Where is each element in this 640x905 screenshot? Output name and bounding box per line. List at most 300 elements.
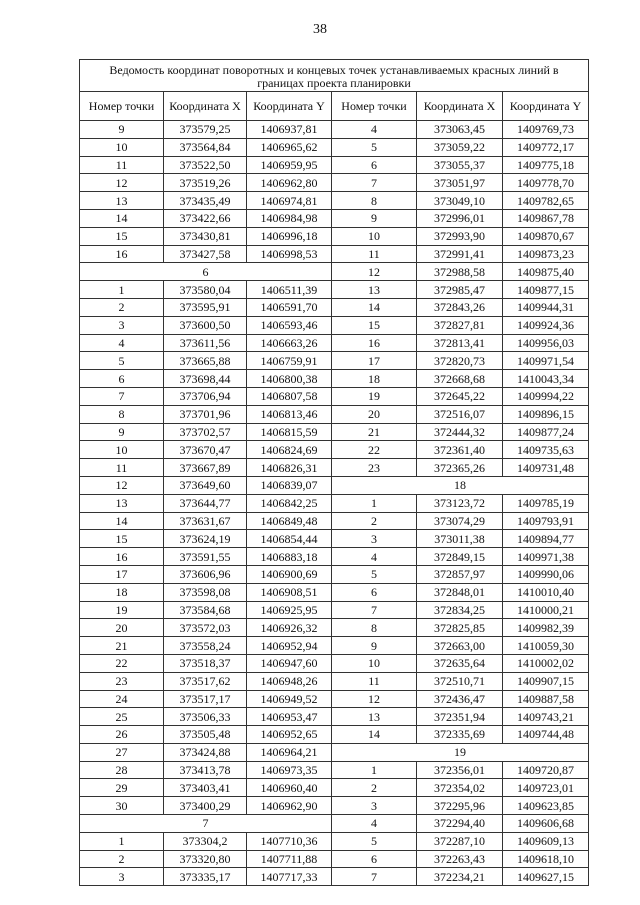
point-number-cell: 5 — [80, 352, 164, 370]
point-number-cell: 7 — [332, 868, 417, 886]
coord-y-cell: 1409887,58 — [503, 690, 589, 708]
coord-x-cell: 373591,55 — [164, 548, 247, 566]
coord-x-cell: 373701,96 — [164, 405, 247, 423]
point-number-cell: 24 — [80, 690, 164, 708]
group-label-cell: 18 — [332, 476, 589, 494]
table-row — [80, 192, 589, 210]
table-row — [80, 245, 589, 263]
point-number-cell: 9 — [332, 209, 417, 227]
point-number-cell: 20 — [332, 405, 417, 423]
coord-x-cell: 373706,94 — [164, 387, 247, 405]
coord-x-cell: 373611,56 — [164, 334, 247, 352]
table-row — [80, 530, 589, 548]
point-number-cell: 5 — [332, 138, 417, 156]
coord-y-cell: 1409627,15 — [503, 868, 589, 886]
point-number-cell: 4 — [332, 815, 417, 833]
coord-y-cell: 1409877,15 — [503, 281, 589, 299]
point-number-cell: 11 — [80, 156, 164, 174]
coord-x-cell: 373517,62 — [164, 672, 247, 690]
coord-x-cell: 373670,47 — [164, 441, 247, 459]
coord-x-cell: 373518,37 — [164, 654, 247, 672]
coord-x-cell: 373505,48 — [164, 726, 247, 744]
coord-x-cell: 372668,68 — [417, 370, 503, 388]
coord-x-cell: 373644,77 — [164, 494, 247, 512]
point-number-cell: 1 — [80, 832, 164, 850]
coord-x-cell: 372436,47 — [417, 690, 503, 708]
coord-x-cell: 372993,90 — [417, 227, 503, 245]
coord-y-cell: 1410000,21 — [503, 601, 589, 619]
table-row — [80, 548, 589, 566]
table-row — [80, 601, 589, 619]
point-number-cell: 11 — [332, 245, 417, 263]
coord-x-cell: 372849,15 — [417, 548, 503, 566]
coord-y-cell: 1406960,40 — [247, 779, 332, 797]
point-number-cell: 23 — [80, 672, 164, 690]
table-row — [80, 209, 589, 227]
coord-y-cell: 1406839,07 — [247, 476, 332, 494]
coordinates-table — [79, 59, 589, 886]
coord-y-cell: 1407710,36 — [247, 832, 332, 850]
coord-y-cell: 1406854,44 — [247, 530, 332, 548]
coord-x-cell: 372287,10 — [417, 832, 503, 850]
coord-x-cell: 373579,25 — [164, 121, 247, 139]
point-number-cell: 13 — [80, 192, 164, 210]
point-number-cell: 7 — [332, 174, 417, 192]
coord-y-cell: 1406815,59 — [247, 423, 332, 441]
coord-x-cell: 373049,10 — [417, 192, 503, 210]
coord-y-cell: 1406900,69 — [247, 565, 332, 583]
point-number-cell: 29 — [80, 779, 164, 797]
coord-x-cell: 372510,71 — [417, 672, 503, 690]
point-number-cell: 13 — [80, 494, 164, 512]
coord-y-cell: 1409606,68 — [503, 815, 589, 833]
table-row — [80, 512, 589, 530]
coord-y-cell: 1406953,47 — [247, 708, 332, 726]
coord-x-cell: 373424,88 — [164, 743, 247, 761]
point-number-cell: 8 — [80, 405, 164, 423]
table-row — [80, 316, 589, 334]
header-coord-y: Координата Y — [503, 92, 589, 121]
group-label-cell: 7 — [80, 815, 332, 833]
point-number-cell: 2 — [332, 512, 417, 530]
point-number-cell: 11 — [332, 672, 417, 690]
coord-x-cell: 373522,50 — [164, 156, 247, 174]
coord-x-cell: 373051,97 — [417, 174, 503, 192]
table-row — [80, 156, 589, 174]
coord-y-cell: 1409873,23 — [503, 245, 589, 263]
coord-y-cell: 1406948,26 — [247, 672, 332, 690]
coord-y-cell: 1406964,21 — [247, 743, 332, 761]
coord-y-cell: 1406807,58 — [247, 387, 332, 405]
point-number-cell: 10 — [80, 441, 164, 459]
coord-y-cell: 1406937,81 — [247, 121, 332, 139]
point-number-cell: 19 — [332, 387, 417, 405]
coord-x-cell: 373600,50 — [164, 316, 247, 334]
coord-x-cell: 372857,97 — [417, 565, 503, 583]
coord-x-cell: 373698,44 — [164, 370, 247, 388]
point-number-cell: 14 — [332, 298, 417, 316]
coord-x-cell: 373584,68 — [164, 601, 247, 619]
point-number-cell: 16 — [332, 334, 417, 352]
coord-y-cell: 1410002,02 — [503, 654, 589, 672]
coord-y-cell: 1407717,33 — [247, 868, 332, 886]
coord-x-cell: 373430,81 — [164, 227, 247, 245]
point-number-cell: 28 — [80, 761, 164, 779]
coord-x-cell: 372234,21 — [417, 868, 503, 886]
point-number-cell: 22 — [80, 654, 164, 672]
table-row — [80, 405, 589, 423]
coord-x-cell: 373059,22 — [417, 138, 503, 156]
coord-y-cell: 1406593,46 — [247, 316, 332, 334]
coord-x-cell: 372516,07 — [417, 405, 503, 423]
table-row — [80, 637, 589, 655]
table-row — [80, 352, 589, 370]
coord-x-cell: 373665,88 — [164, 352, 247, 370]
header-point-number: Номер точки — [80, 92, 164, 121]
coord-x-cell: 372361,40 — [417, 441, 503, 459]
point-number-cell: 6 — [332, 583, 417, 601]
coord-y-cell: 1406949,52 — [247, 690, 332, 708]
point-number-cell: 9 — [80, 121, 164, 139]
coord-y-cell: 1409769,73 — [503, 121, 589, 139]
coord-x-cell: 372825,85 — [417, 619, 503, 637]
coord-y-cell: 1409731,48 — [503, 459, 589, 477]
coord-x-cell: 372820,73 — [417, 352, 503, 370]
coord-x-cell: 373667,89 — [164, 459, 247, 477]
coord-y-cell: 1409867,78 — [503, 209, 589, 227]
point-number-cell: 15 — [332, 316, 417, 334]
point-number-cell: 3 — [332, 797, 417, 815]
coord-y-cell: 1409896,15 — [503, 405, 589, 423]
coord-y-cell: 1406925,95 — [247, 601, 332, 619]
point-number-cell: 14 — [332, 726, 417, 744]
coord-y-cell: 1406663,26 — [247, 334, 332, 352]
coord-y-cell: 1409982,39 — [503, 619, 589, 637]
header-coord-x: Координата X — [164, 92, 247, 121]
point-number-cell: 18 — [80, 583, 164, 601]
coord-x-cell: 373320,80 — [164, 850, 247, 868]
coord-y-cell: 1406800,38 — [247, 370, 332, 388]
coord-x-cell: 372988,58 — [417, 263, 503, 281]
table-row — [80, 494, 589, 512]
header-coord-x: Координата X — [417, 92, 503, 121]
coord-y-cell: 1409618,10 — [503, 850, 589, 868]
coord-y-cell: 1406996,18 — [247, 227, 332, 245]
header-coord-y: Координата Y — [247, 92, 332, 121]
coord-x-cell: 373055,37 — [417, 156, 503, 174]
point-number-cell: 23 — [332, 459, 417, 477]
table-row — [80, 459, 589, 477]
coord-x-cell: 372813,41 — [417, 334, 503, 352]
coord-y-cell: 1406952,65 — [247, 726, 332, 744]
point-number-cell: 3 — [332, 530, 417, 548]
table-row — [80, 227, 589, 245]
coord-y-cell: 1409956,03 — [503, 334, 589, 352]
coord-x-cell: 373702,57 — [164, 423, 247, 441]
table-row — [80, 583, 589, 601]
coord-x-cell: 373517,17 — [164, 690, 247, 708]
point-number-cell: 9 — [80, 423, 164, 441]
table-row — [80, 672, 589, 690]
coord-y-cell: 1406824,69 — [247, 441, 332, 459]
coord-y-cell: 1406926,32 — [247, 619, 332, 637]
coord-x-cell: 373519,26 — [164, 174, 247, 192]
point-number-cell: 1 — [80, 281, 164, 299]
coord-y-cell: 1409775,18 — [503, 156, 589, 174]
coord-x-cell: 373564,84 — [164, 138, 247, 156]
coord-y-cell: 1409944,31 — [503, 298, 589, 316]
point-number-cell: 10 — [80, 138, 164, 156]
table-row — [80, 815, 589, 833]
point-number-cell: 2 — [80, 850, 164, 868]
table-row — [80, 441, 589, 459]
coord-y-cell: 1409720,87 — [503, 761, 589, 779]
coord-y-cell: 1409994,22 — [503, 387, 589, 405]
point-number-cell: 16 — [80, 548, 164, 566]
coord-x-cell: 372827,81 — [417, 316, 503, 334]
point-number-cell: 3 — [80, 868, 164, 886]
coord-y-cell: 1406759,91 — [247, 352, 332, 370]
coord-y-cell: 1409778,70 — [503, 174, 589, 192]
coord-x-cell: 373631,67 — [164, 512, 247, 530]
point-number-cell: 13 — [332, 708, 417, 726]
coord-y-cell: 1406591,70 — [247, 298, 332, 316]
coord-y-cell: 1406952,94 — [247, 637, 332, 655]
coord-x-cell: 372444,32 — [417, 423, 503, 441]
table-row — [80, 868, 589, 886]
coord-x-cell: 373011,38 — [417, 530, 503, 548]
point-number-cell: 7 — [332, 601, 417, 619]
point-number-cell: 2 — [80, 298, 164, 316]
table-row — [80, 726, 589, 744]
coord-x-cell: 372365,26 — [417, 459, 503, 477]
coord-x-cell: 373598,08 — [164, 583, 247, 601]
table-row — [80, 387, 589, 405]
point-number-cell: 8 — [332, 192, 417, 210]
coord-x-cell: 373595,91 — [164, 298, 247, 316]
coord-x-cell: 373649,60 — [164, 476, 247, 494]
point-number-cell: 16 — [80, 245, 164, 263]
coord-y-cell: 1406962,80 — [247, 174, 332, 192]
coord-x-cell: 372991,41 — [417, 245, 503, 263]
coord-x-cell: 372354,02 — [417, 779, 503, 797]
coord-y-cell: 1409877,24 — [503, 423, 589, 441]
coord-x-cell: 372356,01 — [417, 761, 503, 779]
coord-y-cell: 1409793,91 — [503, 512, 589, 530]
point-number-cell: 30 — [80, 797, 164, 815]
point-number-cell: 22 — [332, 441, 417, 459]
coord-x-cell: 373413,78 — [164, 761, 247, 779]
table-row — [80, 138, 589, 156]
coord-x-cell: 372351,94 — [417, 708, 503, 726]
coord-x-cell: 373063,45 — [417, 121, 503, 139]
coord-x-cell: 373580,04 — [164, 281, 247, 299]
point-number-cell: 11 — [80, 459, 164, 477]
coord-y-cell: 1409772,17 — [503, 138, 589, 156]
point-number-cell: 12 — [332, 263, 417, 281]
coord-y-cell: 1406998,53 — [247, 245, 332, 263]
coord-x-cell: 373427,58 — [164, 245, 247, 263]
point-number-cell: 12 — [80, 476, 164, 494]
point-number-cell: 27 — [80, 743, 164, 761]
point-number-cell: 17 — [80, 565, 164, 583]
point-number-cell: 6 — [332, 850, 417, 868]
coord-x-cell: 372263,43 — [417, 850, 503, 868]
point-number-cell: 14 — [80, 209, 164, 227]
point-number-cell: 20 — [80, 619, 164, 637]
coord-y-cell: 1406883,18 — [247, 548, 332, 566]
table-row — [80, 281, 589, 299]
table-row — [80, 298, 589, 316]
table-row — [80, 850, 589, 868]
point-number-cell: 26 — [80, 726, 164, 744]
coord-x-cell: 373123,72 — [417, 494, 503, 512]
coord-x-cell: 373606,96 — [164, 565, 247, 583]
point-number-cell: 4 — [332, 548, 417, 566]
coord-y-cell: 1406908,51 — [247, 583, 332, 601]
coord-x-cell: 373558,24 — [164, 637, 247, 655]
point-number-cell: 6 — [80, 370, 164, 388]
point-number-cell: 12 — [80, 174, 164, 192]
point-number-cell: 4 — [332, 121, 417, 139]
table-row — [80, 761, 589, 779]
coord-x-cell: 373074,29 — [417, 512, 503, 530]
coord-y-cell: 1406511,39 — [247, 281, 332, 299]
coord-x-cell: 373435,49 — [164, 192, 247, 210]
coord-y-cell: 1406849,48 — [247, 512, 332, 530]
coord-y-cell: 1406813,46 — [247, 405, 332, 423]
point-number-cell: 2 — [332, 779, 417, 797]
point-number-cell: 13 — [332, 281, 417, 299]
coord-y-cell: 1409623,85 — [503, 797, 589, 815]
coord-y-cell: 1409735,63 — [503, 441, 589, 459]
table-row — [80, 565, 589, 583]
table-row — [80, 743, 589, 761]
coord-y-cell: 1409924,36 — [503, 316, 589, 334]
table-row — [80, 619, 589, 637]
coord-y-cell: 1409870,67 — [503, 227, 589, 245]
coord-y-cell: 1409907,15 — [503, 672, 589, 690]
point-number-cell: 21 — [80, 637, 164, 655]
coord-x-cell: 373506,33 — [164, 708, 247, 726]
coord-y-cell: 1409723,01 — [503, 779, 589, 797]
point-number-cell: 1 — [332, 761, 417, 779]
point-number-cell: 3 — [80, 316, 164, 334]
coord-x-cell: 372335,69 — [417, 726, 503, 744]
coord-y-cell: 1409990,06 — [503, 565, 589, 583]
coord-y-cell: 1406842,25 — [247, 494, 332, 512]
table-row — [80, 832, 589, 850]
point-number-cell: 19 — [80, 601, 164, 619]
header-point-number: Номер точки — [332, 92, 417, 121]
point-number-cell: 10 — [332, 227, 417, 245]
coord-x-cell: 372834,25 — [417, 601, 503, 619]
point-number-cell: 10 — [332, 654, 417, 672]
point-number-cell: 14 — [80, 512, 164, 530]
coord-x-cell: 372635,64 — [417, 654, 503, 672]
coord-y-cell: 1409875,40 — [503, 263, 589, 281]
point-number-cell: 4 — [80, 334, 164, 352]
coord-x-cell: 372645,22 — [417, 387, 503, 405]
point-number-cell: 21 — [332, 423, 417, 441]
coord-y-cell: 1407711,88 — [247, 850, 332, 868]
coord-y-cell: 1409971,38 — [503, 548, 589, 566]
coord-y-cell: 1410010,40 — [503, 583, 589, 601]
table-row — [80, 174, 589, 192]
coord-y-cell: 1409785,19 — [503, 494, 589, 512]
coord-x-cell: 373422,66 — [164, 209, 247, 227]
coord-y-cell: 1406973,35 — [247, 761, 332, 779]
coord-y-cell: 1406826,31 — [247, 459, 332, 477]
table-row — [80, 121, 589, 139]
table-row — [80, 263, 589, 281]
coord-y-cell: 1406965,62 — [247, 138, 332, 156]
table-row — [80, 334, 589, 352]
table-title: Ведомость координат поворотных и концевых точек устанавливаемых красных линий в границах проекта планировки — [80, 60, 589, 92]
coord-x-cell: 373403,41 — [164, 779, 247, 797]
coord-y-cell: 1409744,48 — [503, 726, 589, 744]
coord-x-cell: 373624,19 — [164, 530, 247, 548]
coord-y-cell: 1409743,21 — [503, 708, 589, 726]
point-number-cell: 6 — [332, 156, 417, 174]
point-number-cell: 15 — [80, 530, 164, 548]
point-number-cell: 9 — [332, 637, 417, 655]
coord-y-cell: 1409894,77 — [503, 530, 589, 548]
point-number-cell: 1 — [332, 494, 417, 512]
table-row — [80, 476, 589, 494]
table-header-row — [80, 92, 589, 121]
table-row — [80, 690, 589, 708]
table-row — [80, 797, 589, 815]
coord-x-cell: 372663,00 — [417, 637, 503, 655]
coord-y-cell: 1410059,30 — [503, 637, 589, 655]
point-number-cell: 7 — [80, 387, 164, 405]
table-row — [80, 708, 589, 726]
table-row — [80, 654, 589, 672]
group-label-cell: 19 — [332, 743, 589, 761]
table-row — [80, 423, 589, 441]
point-number-cell: 17 — [332, 352, 417, 370]
coord-x-cell: 373572,03 — [164, 619, 247, 637]
point-number-cell: 5 — [332, 565, 417, 583]
coord-x-cell: 372295,96 — [417, 797, 503, 815]
table-body — [80, 121, 589, 886]
coord-y-cell: 1406959,95 — [247, 156, 332, 174]
point-number-cell: 12 — [332, 690, 417, 708]
coord-x-cell: 372294,40 — [417, 815, 503, 833]
point-number-cell: 25 — [80, 708, 164, 726]
point-number-cell: 18 — [332, 370, 417, 388]
coord-x-cell: 373304,2 — [164, 832, 247, 850]
point-number-cell: 8 — [332, 619, 417, 637]
coord-y-cell: 1406974,81 — [247, 192, 332, 210]
coord-y-cell: 1406962,90 — [247, 797, 332, 815]
coord-y-cell: 1409782,65 — [503, 192, 589, 210]
coord-x-cell: 373335,17 — [164, 868, 247, 886]
page-number: 38 — [313, 22, 327, 37]
point-number-cell: 5 — [332, 832, 417, 850]
coord-x-cell: 372848,01 — [417, 583, 503, 601]
point-number-cell: 15 — [80, 227, 164, 245]
coord-x-cell: 373400,29 — [164, 797, 247, 815]
coord-x-cell: 372843,26 — [417, 298, 503, 316]
group-label-cell: 6 — [80, 263, 332, 281]
coord-x-cell: 372996,01 — [417, 209, 503, 227]
table-row — [80, 370, 589, 388]
coord-y-cell: 1409609,13 — [503, 832, 589, 850]
coord-y-cell: 1410043,34 — [503, 370, 589, 388]
coord-y-cell: 1409971,54 — [503, 352, 589, 370]
